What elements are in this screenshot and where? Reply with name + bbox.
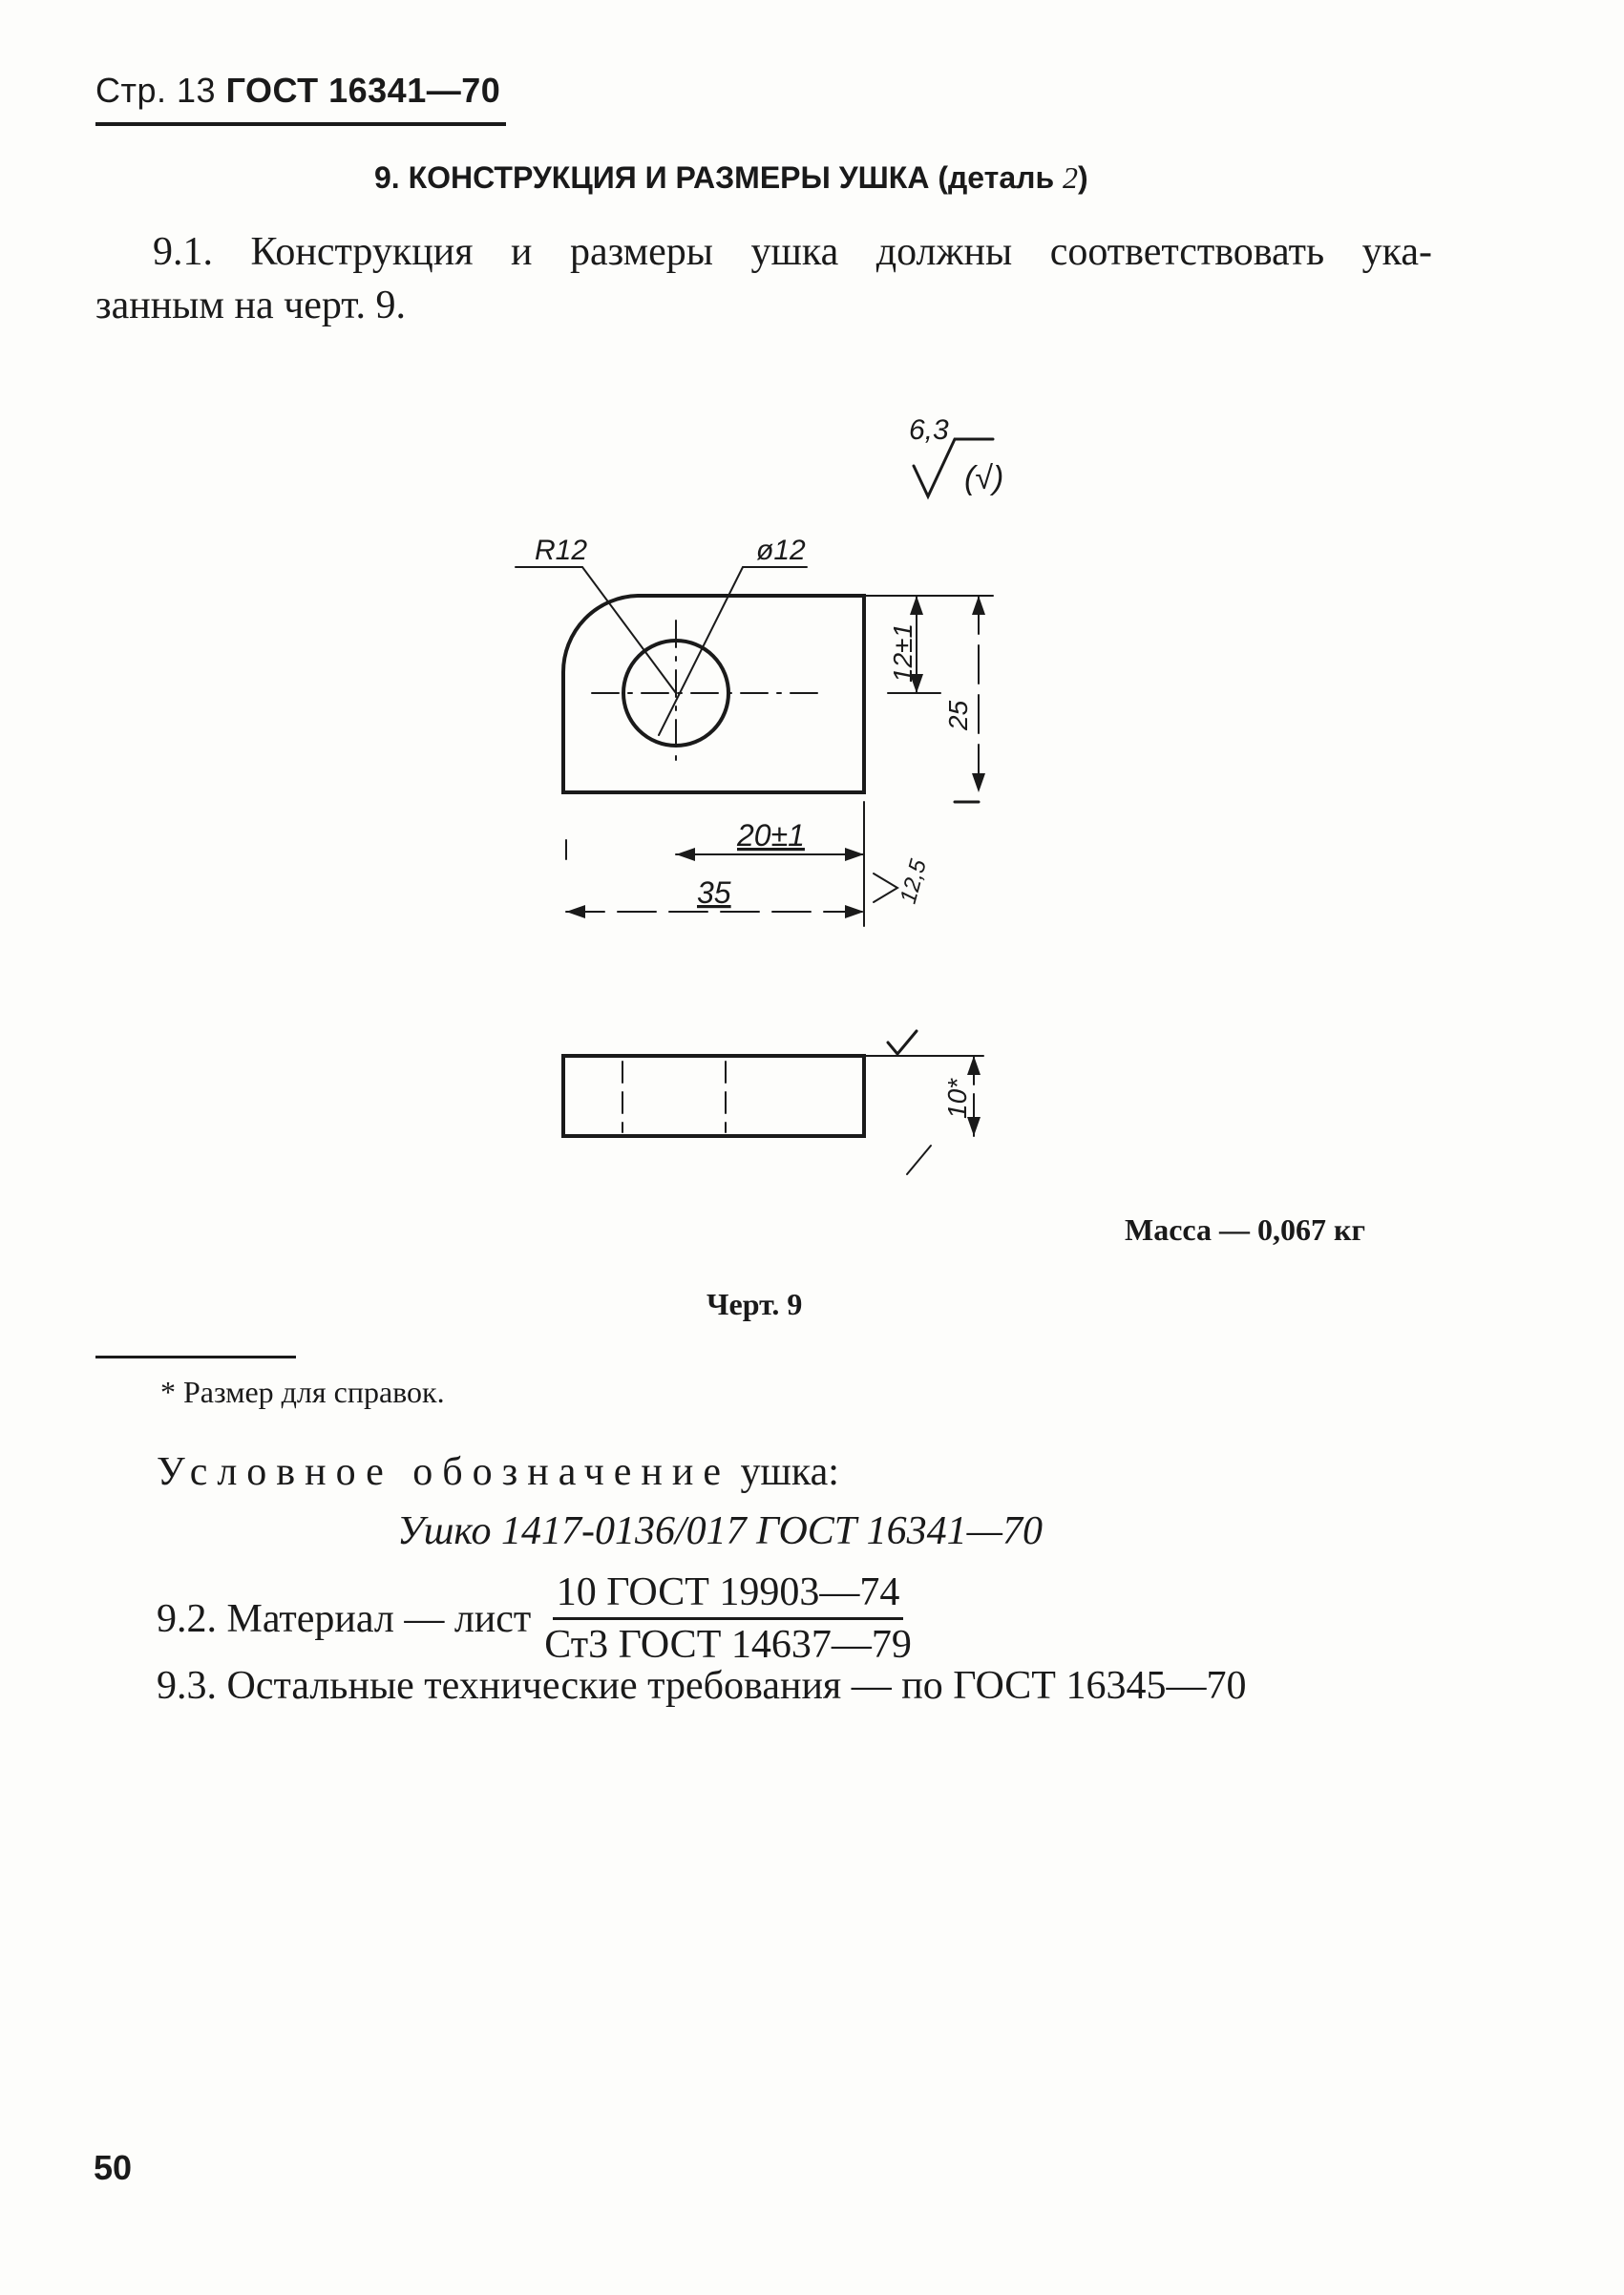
footnote-rule (95, 1356, 296, 1358)
designation-label-spaced: Условное обозначение (157, 1450, 731, 1494)
arrow-height-top (972, 596, 985, 615)
side-view-outline (563, 1056, 864, 1136)
paragraph-9-2-prefix: 9.2. Материал — лист (157, 1596, 532, 1641)
section-detail-number: 2 (1063, 160, 1079, 195)
material-fraction (544, 1569, 912, 1668)
radius-label: R12 (535, 535, 588, 566)
paragraph-9-1-line1: 9.1. Конструкция и размеры ушка должны соответствовать ука- (153, 230, 1432, 274)
designation-value: Ушко 1417-0136/017 ГОСТ 16341—70 (397, 1509, 1043, 1553)
arrow-height-bottom (972, 773, 985, 792)
page-number: 50 (94, 2148, 133, 2187)
roughness-leader-bottom (907, 1146, 931, 1174)
arrow-thickness-top (967, 1056, 981, 1075)
arrow-hole-pos-right (845, 848, 864, 861)
mass-text: Масса — 0,067 кг (1125, 1212, 1365, 1247)
designation-label-rest: ушка: (730, 1450, 839, 1494)
section-detail-open: (деталь (938, 160, 1064, 195)
arrow-hole-height-top (910, 596, 923, 615)
arrow-thickness-bottom (967, 1117, 981, 1136)
material-numerator: 10 ГОСТ 19903—74 (553, 1569, 904, 1620)
footnote: * Размер для справок. (160, 1375, 445, 1409)
roughness-top-label: 6,3 (909, 414, 949, 446)
dim-hole-pos-label: 20±1 (737, 818, 805, 853)
arrow-length-right (845, 905, 864, 918)
diameter-leader (659, 567, 807, 735)
material-denominator: Ст3 ГОСТ 14637—79 (544, 1623, 912, 1667)
roughness-paren-label: (√) (964, 460, 1004, 496)
standard-number: ГОСТ 16341—70 (225, 71, 501, 110)
roughness-symbol-side (874, 874, 897, 902)
roughness-side-label: 12,5 (895, 856, 932, 907)
arrow-hole-pos-left (676, 848, 695, 861)
roughness-symbol-side-top (888, 1031, 917, 1054)
paragraph-9-1-line2: занным на черт. 9. (95, 284, 407, 327)
dim-thickness-label: 10* (942, 1078, 972, 1119)
radius-leader (516, 567, 676, 693)
diameter-label: ø12 (756, 535, 806, 566)
dim-length-label: 35 (697, 875, 731, 910)
dim-height-label: 25 (943, 700, 973, 730)
figure-caption: Черт. 9 (707, 1287, 803, 1321)
page-label: Стр. 13 (95, 71, 217, 110)
arrow-length-left (566, 905, 585, 918)
paragraph-9-3: 9.3. Остальные технические требования — по ГОСТ 16345—70 (157, 1664, 1247, 1708)
section-detail-close: ) (1078, 160, 1088, 195)
dim-hole-height-label: 12±1 (888, 622, 917, 683)
paragraph-9-2 (157, 1569, 912, 1668)
designation-label (157, 1449, 839, 1495)
section-title: 9. КОНСТРУКЦИЯ И РАЗМЕРЫ УШКА (374, 160, 930, 195)
